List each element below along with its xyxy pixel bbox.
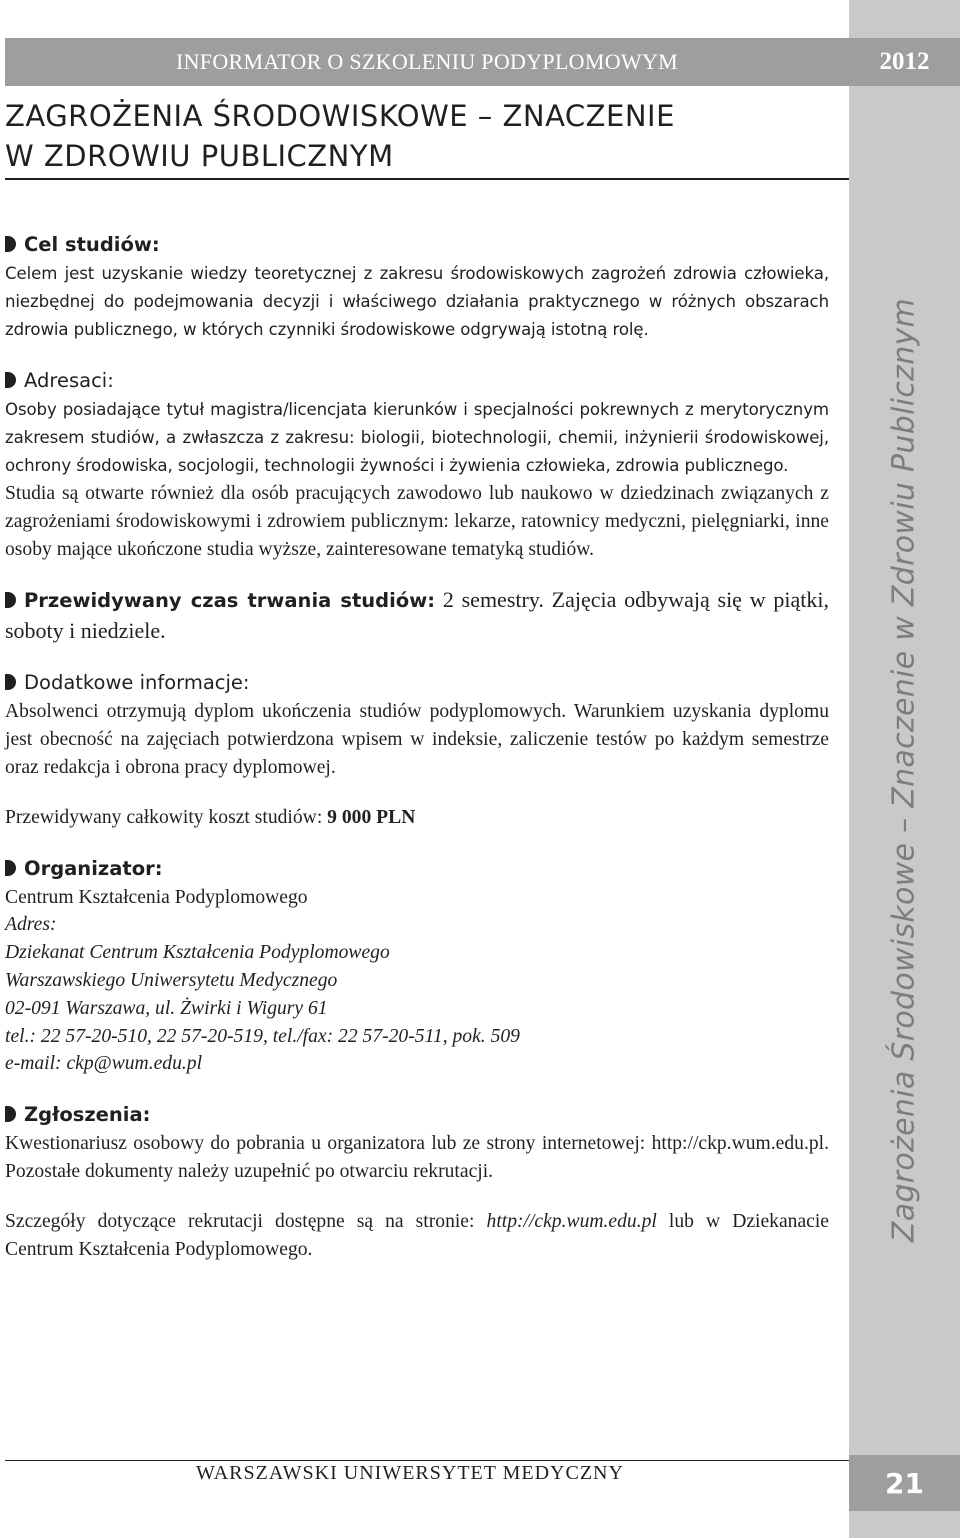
- organizer-name: Centrum Kształcenia Podyplomowego: [5, 886, 308, 908]
- page-title-line2: W ZDROWIU PUBLICZNYM: [5, 139, 394, 173]
- cost-value: 9 000 PLN: [327, 806, 416, 828]
- section-heading-label: Adresaci:: [24, 369, 114, 392]
- details-link[interactable]: http://ckp.wum.edu.pl: [486, 1210, 657, 1232]
- section-cost: [5, 804, 829, 832]
- section-text: Osoby posiadające tytuł magistra/licencjata kierunków i specjalności pokrewnych z merytorycznym zakresem studiów, a zwłaszcza z zakresu: biologii, biotechnologii, chemii, inżynierii środowiskowej, ochrony środowiska, socjologii, technologii żywności i żywienia człowieka, zdrowia publicznego.: [5, 400, 829, 475]
- section-heading: [5, 668, 829, 698]
- page-title-line1: ZAGROŻENIA ŚRODOWISKOWE – ZNACZENIE: [5, 99, 675, 133]
- bullet-icon: [5, 860, 16, 876]
- email-link[interactable]: e-mail: ckp@wum.edu.pl: [5, 1053, 203, 1075]
- section-heading-label: Zgłoszenia:: [24, 1103, 151, 1127]
- section-duration: [5, 585, 829, 646]
- year-badge: 2012: [849, 38, 960, 86]
- running-header: [5, 38, 849, 86]
- page-number: 21: [849, 1455, 960, 1511]
- title-divider: [5, 178, 849, 180]
- section-applications: [5, 1100, 829, 1186]
- section-heading-label: Dodatkowe informacje:: [24, 671, 250, 695]
- phone-line: tel.: 22 57-20-510, 22 57-20-519, tel./fax: 22 57-20-511, pok. 509: [5, 1025, 520, 1047]
- address-line: Warszawskiego Uniwersytetu Medycznego: [5, 969, 338, 991]
- section-text: Studia są otwarte również dla osób pracujących zawodowo lub naukowo w dziedzinach związanych z zagrożeniami środowiskowymi i zdrowiem publicznym: lekarze, ratownicy medyczni, pielęgniarki, inne osoby mające ukończone studia wyższe, zainteresowane tematyką studiów.: [5, 483, 829, 560]
- section-heading-label: Cel studiów:: [24, 233, 160, 256]
- bullet-icon: [5, 372, 16, 388]
- section-organizer: [5, 854, 829, 1079]
- section-text: Kwestionariusz osobowy do pobrania u organizatora lub ze strony internetowej: http://ckp.wum.edu.pl. Pozostałe dokumenty należy uzupełnić po otwarciu rekrutacji.: [5, 1133, 829, 1182]
- page-title: [5, 96, 835, 176]
- duration-text: 2 semestry. Zajęcia odbywają się w piątki, soboty i niedziele.: [5, 587, 830, 644]
- address-label: Adres:: [5, 914, 57, 936]
- main-content: [5, 230, 829, 1285]
- footer-publisher: WARSZAWSKI UNIWERSYTET MEDYCZNY: [196, 1462, 624, 1484]
- section-heading-label: Przewidywany czas trwania studiów:: [24, 589, 436, 613]
- section-heading: [5, 230, 829, 260]
- cost-line: [5, 804, 829, 832]
- footer-divider: [5, 1460, 849, 1461]
- cost-label: Przewidywany całkowity koszt studiów:: [5, 806, 323, 828]
- section-details: [5, 1208, 829, 1264]
- address-line: 02-091 Warszawa, ul. Żwirki i Wigury 61: [5, 997, 328, 1019]
- bullet-icon: [5, 1106, 16, 1122]
- running-header-title: INFORMATOR O SZKOLENIU PODYPLOMOWYM: [175, 49, 679, 74]
- details-text: Szczegóły dotyczące rekrutacji dostępne są na stronie:: [5, 1210, 475, 1232]
- sidebar-vertical-title: Zagrożenia Środowiskowe – Znaczenie w Zdrowiu Publicznym: [886, 297, 922, 1243]
- section-additional: [5, 668, 829, 781]
- details-text-after: lub w Dziekanacie Centrum Kształcenia Podyplomowego.: [5, 1210, 830, 1260]
- details-paragraph: [5, 1208, 829, 1264]
- section-heading-label: Organizator:: [24, 856, 163, 880]
- section-text: Celem jest uzyskanie wiedzy teoretycznej z zakresu środowiskowych zagrożeń zdrowia człowieka, niezbędnej do podejmowania decyzji i właściwego działania praktycznego w różnych obszarach zdrowia publicznego, w których czynniki środowiskowe odgrywają istotną rolę.: [5, 264, 829, 339]
- bullet-icon: [5, 236, 16, 252]
- duration-paragraph: [5, 585, 829, 646]
- bullet-icon: [5, 674, 16, 690]
- section-audience: [5, 366, 829, 563]
- bullet-icon: [5, 592, 16, 608]
- section-text: Absolwenci otrzymują dyplom ukończenia studiów podyplomowych. Warunkiem uzyskania dyplomu jest obecność na zajęciach potwierdzona wpisem w indeksie, zaliczenie testów po każdym semestrze oraz redakcja i obrona pracy dyplomowej.: [5, 701, 829, 778]
- address-line: Dziekanat Centrum Kształcenia Podyplomowego: [5, 942, 390, 964]
- section-heading: [5, 854, 829, 884]
- section-goal: [5, 230, 829, 344]
- section-heading: [5, 366, 829, 396]
- section-heading: [5, 1100, 829, 1130]
